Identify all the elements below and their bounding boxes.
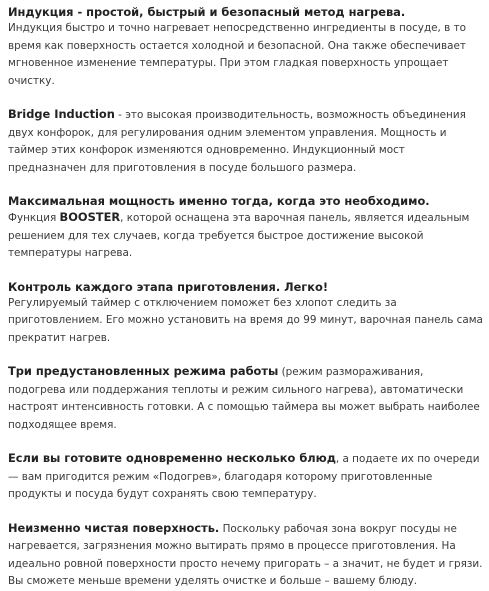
section-max-power <box>8 193 483 263</box>
section-preset-modes <box>8 363 483 434</box>
section-text-body: , а подаете их по очереди — вам пригодится режим «Подогрев», благодаря которому приготовленные продукты и посуда будут сохранять свою температуру. <box>8 453 480 500</box>
section-text <box>8 106 483 177</box>
section-text-body: (режим размораживания, подогрева или поддержания теплоты и режим сильного нагрева), автоматически настроят интенсивность готовки. А с помощью таймера вы может выбрать наиболее подходящее время. <box>8 366 480 431</box>
section-text-before: Функция <box>8 212 60 224</box>
section-text <box>8 520 483 591</box>
booster-label: BOOSTER <box>59 210 121 224</box>
section-lead: Неизменно чистая поверхность. <box>8 520 220 535</box>
section-lead: Если вы готовите одновременно несколько блюд <box>8 451 336 465</box>
section-bridge-induction <box>8 106 483 177</box>
section-control <box>8 279 483 348</box>
section-text: Индукция быстро и точно нагревает непосредственно ингредиенты в посуде, в то время как поверхность остается холодной и безопасной. Она также обеспечивает мгновенное изменение температуры. При этом гладкая поверхность упрощает очистку. <box>8 22 466 87</box>
section-induction <box>8 4 483 90</box>
section-text <box>8 209 483 263</box>
section-heading: Индукция - простой, быстрый и безопасный метод нагрева. <box>8 5 406 19</box>
section-text-body: - это высокая производительность, возможность объединения двух конфорок, для регулирования одним элементом управления. Мощность и таймер этих конфорок изменяются одновременно. Индукционный мост предназначен для приготовления в посуде большого размера. <box>8 109 466 174</box>
section-text <box>8 363 483 434</box>
section-multiple-dishes <box>8 450 483 504</box>
section-lead: Bridge Induction <box>8 107 115 121</box>
section-heading: Контроль каждого этапа приготовления. Легко! <box>8 279 329 294</box>
section-clean-surface <box>8 520 483 591</box>
section-heading: Максимальная мощность именно тогда, когда это необходимо. <box>8 194 430 208</box>
section-text-body: Поскольку рабочая зона вокруг посуды не нагревается, загрязнения можно вытирать прямо в процессе приготовления. На идеально ровной поверхности просто нечему пригорать – а значит, не будет и грязи. Вы сможете меньше времени уделять очистке и больше – вашему блюду. <box>8 522 483 587</box>
section-text-after: , которой оснащена эта варочная панель, является идеальным решением для тех случаев, когда требуется быстрое достижение высокой температуры нагрева. <box>8 212 470 259</box>
section-lead: Три предустановленных режима работы <box>8 364 279 378</box>
section-text: Регулируемый таймер с отключением поможет без хлопот следить за приготовлением. Его можно установить на время до 99 минут, варочная панель сама прекратит нагрев. <box>8 296 483 344</box>
section-text <box>8 450 483 504</box>
